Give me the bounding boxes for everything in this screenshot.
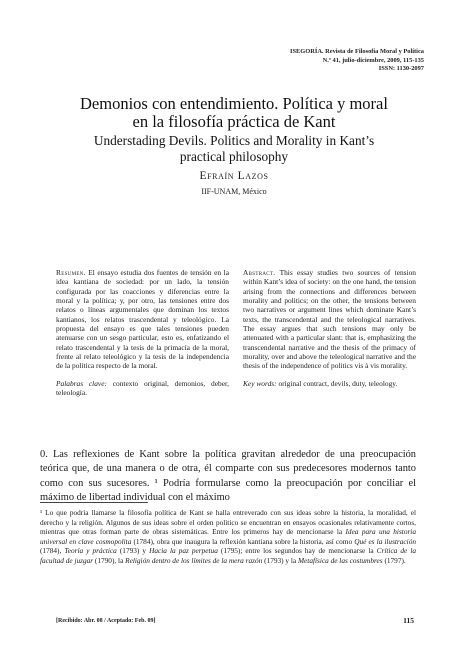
footnote-work-title: Teoría y práctica: [64, 546, 117, 555]
received-accepted-dates: [Recibido: Abr. 08 / Aceptado: Feb. 09]: [56, 618, 156, 624]
footnote-work-title: Hacia la paz perpetua: [149, 546, 218, 555]
abstract-en: [243, 268, 416, 388]
title-en-line: Understading Devils. Politics and Morality in Kant’s: [93, 133, 375, 148]
abstract-en-label: Abstract.: [243, 268, 276, 277]
title-es-line: en la filosofía práctica de Kant: [132, 112, 336, 131]
author-affiliation: IIF-UNAM, México: [201, 187, 267, 196]
footnote-text: (1797).: [382, 555, 406, 565]
abstract-en-text: This essay studies two sources of tension within Kant’s idea of society: on the one hand, the tension arising from the connections and differences between morality and politics; on the other, the tensions between two narratives or argument lines which dominate Kant’s texts, the transcendental and the teleological narratives. The essay argues that such tensions may only be attenuated with a particular slant: that is, emphasizing the transcendental narrative and the thesis of the primacy of morality, over and above the teleological narrative and the thesis of the independence of politics vis à vis morality.: [243, 268, 416, 371]
journal-header: [204, 48, 424, 74]
author-name: Efraín Lazos: [199, 170, 269, 182]
footnote-work-title: Metafísica de las costumbres: [297, 555, 383, 565]
body-paragraph: 0. Las reflexiones de Kant sobre la política gravitan alrededor de una preocupación teórica que, de una manera o de otra, él comparte con sus predecesores modernos tanto como con sus sucesores. ¹ Podría formularse como la preocupación por conciliar el máximo de libertad individual con el máximo: [40, 449, 416, 503]
journal-issn: ISSN: 1130-2097: [378, 65, 424, 73]
footnote-work-title: Qué es la ilustración: [354, 536, 416, 546]
abstract-es-text: El ensayo estudia dos fuentes de tensión en la idea kantiana de sociedad: por un lado, la tensión configurada por las coacciones y diferencias entre la moral y la política; y, por otro, las tensiones entre dos relatos o líneas argumentales que dominan los textos kantianos, los relatos trascendental y teleológico. La propuesta del ensayo es que tales tensiones pueden atenuarse con un sesgo particular, esto es, enfatizando el relato trascendental y la tesis de la primacía de la moral, frente al relato teleológico y la tesis de la independencia de la política respecto de la moral.: [56, 268, 229, 371]
footnote-1: [40, 508, 416, 565]
footnote-text: (1784),: [40, 546, 65, 555]
footnote-text: (1793) y: [116, 546, 150, 555]
footnote-text: ¹ Lo que podría llamarse la filosofía política de Kant se halla entreverado con sus ideas sobre la historia, la moralidad, el derecho y la religión. Algunos de sus ideas sobre el orden político se encuentran en ensayos ocasionales relativamente cortos, mientras que otras forman parte de obras sistemáticas. Entre los primeros hay de mencionarse la: [40, 508, 416, 536]
abstract-en-body: [243, 268, 416, 371]
footnote-work-title: Crítica de la facultad de juzgar: [40, 546, 417, 565]
keywords-es-label: Palabras clave:: [56, 378, 107, 388]
journal-issue: N.º 41, julio-diciembre, 2009, 115-135: [322, 56, 424, 64]
keywords-en: [243, 379, 416, 388]
abstract-es-body: [56, 268, 229, 371]
title-en-line: practical philosophy: [179, 148, 289, 164]
footnote-text: (1793) y la: [262, 555, 298, 565]
footnote-text: (1784), obra que inaugura la reflexión kantiana sobre la historia, así como: [131, 536, 355, 546]
footnote-divider: [40, 502, 148, 503]
footnote-work-title: Idea para una historia universal en clave cosmopolita: [40, 527, 416, 546]
abstract-es: [56, 268, 229, 397]
article-title-es: [40, 95, 428, 131]
abstract-es-label: Resumen.: [56, 268, 86, 277]
keywords-en-label: Key words:: [243, 378, 277, 388]
title-es-line: Demonios con entendimiento. Política y moral: [80, 94, 388, 113]
footnote-text: (1790), la: [93, 555, 126, 565]
journal-name: ISEGORÍA. Revista de Filosofía Moral y Política: [289, 48, 424, 55]
keywords-es-text: contexto original, demonios, deber, teleología.: [56, 378, 229, 398]
article-title-en: [40, 133, 428, 164]
keywords-en-text: original contract, devils, duty, teleology.: [278, 378, 398, 388]
footnote-work-title: Religión dentro de los límites de la mera razón: [125, 555, 263, 565]
footnote-text: (1795); entre los segundos hay de mencionarse la: [217, 546, 377, 555]
keywords-es: [56, 379, 229, 398]
page-number: 115: [403, 616, 414, 625]
